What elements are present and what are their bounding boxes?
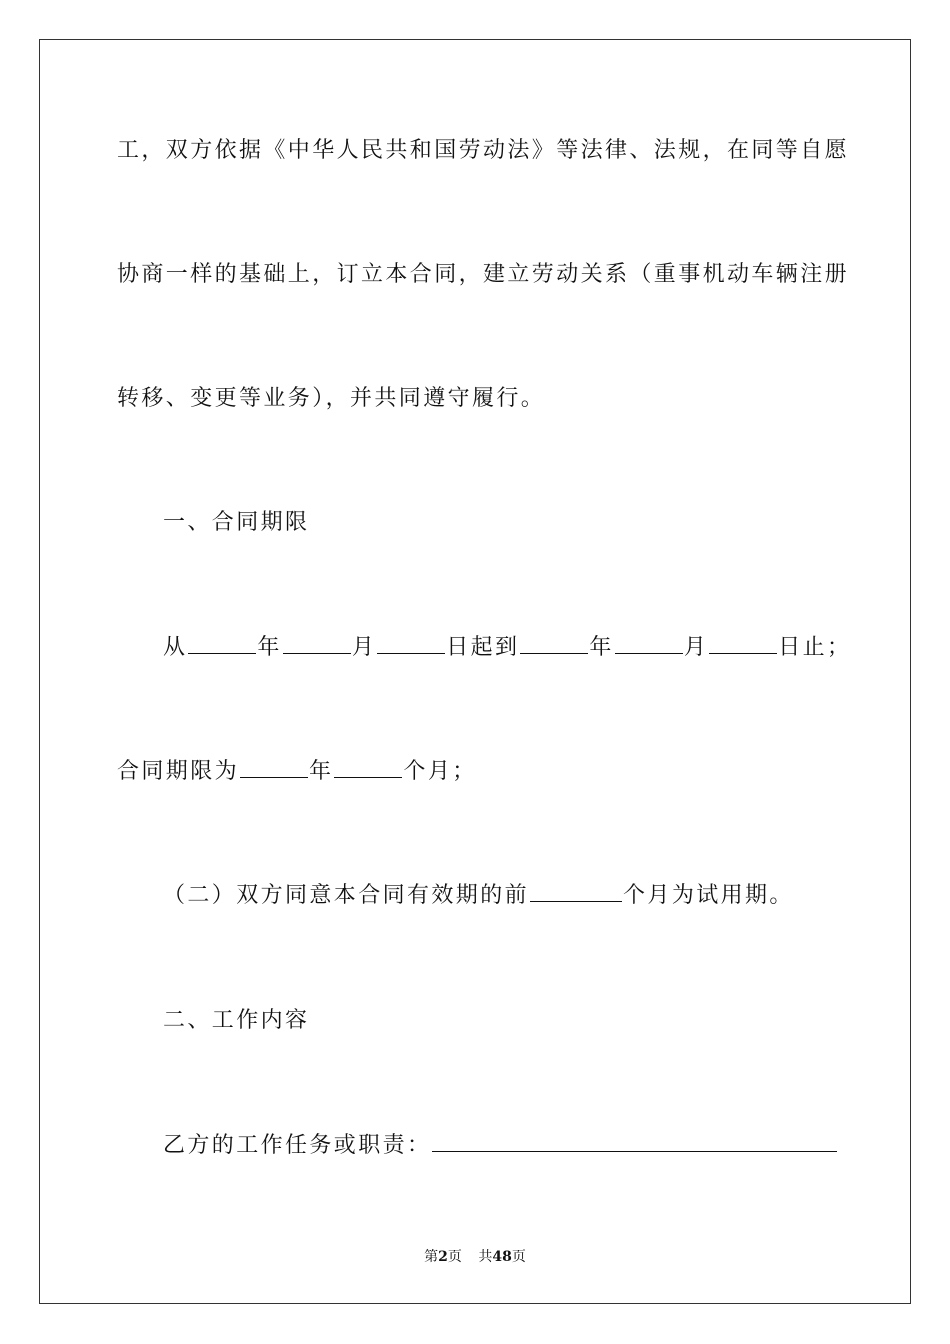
page-border [39,39,911,1304]
term-start-day-label: 日起到 [446,635,520,660]
total-pages-indicator: 共48页 [478,1249,526,1265]
term-month2-label: 月 [683,635,709,660]
term-from-label: 从 [163,635,188,660]
duties-label: 乙方的工作任务或职责： [163,1133,432,1158]
page-footer [0,1246,950,1266]
paragraph-line-2: 协商一样的基础上，订立本合同，建立劳动关系（重事机动车辆注册 [117,262,850,287]
section-heading-work: 二、工作内容 [163,1008,310,1033]
term-duration-line [117,757,477,787]
start-day-blank[interactable] [377,633,445,654]
probation-months-blank[interactable] [530,881,622,902]
term-year2-label: 年 [589,635,614,660]
term-year-label: 年 [257,635,282,660]
end-year-blank[interactable] [520,633,588,654]
probation-prefix: （二）双方同意本合同有效期的前 [163,883,530,908]
duration-year-label: 年 [309,759,334,784]
term-date-line [163,633,851,663]
duration-years-blank[interactable] [240,757,308,778]
page-number: 2 [438,1249,448,1265]
total-pages: 48 [492,1249,512,1265]
duties-line [163,1131,838,1161]
duration-months-blank[interactable] [334,757,402,778]
duration-months-label: 个月； [403,759,477,784]
start-month-blank[interactable] [283,633,351,654]
paragraph-line-3: 转移、变更等业务），并共同遵守履行。 [117,386,546,411]
probation-line [163,881,794,911]
duration-label: 合同期限为 [117,759,240,784]
duties-blank[interactable] [432,1131,837,1152]
term-month-label: 月 [351,635,377,660]
end-month-blank[interactable] [615,633,683,654]
term-end-day-label: 日止； [778,635,852,660]
start-year-blank[interactable] [188,633,256,654]
end-day-blank[interactable] [709,633,777,654]
section-heading-term: 一、合同期限 [163,510,310,535]
page-indicator: 第2页 [424,1249,462,1265]
probation-suffix: 个月为试用期。 [623,883,794,908]
paragraph-line-1: 工，双方依据《中华人民共和国劳动法》等法律、法规，在同等自愿 [117,138,850,163]
